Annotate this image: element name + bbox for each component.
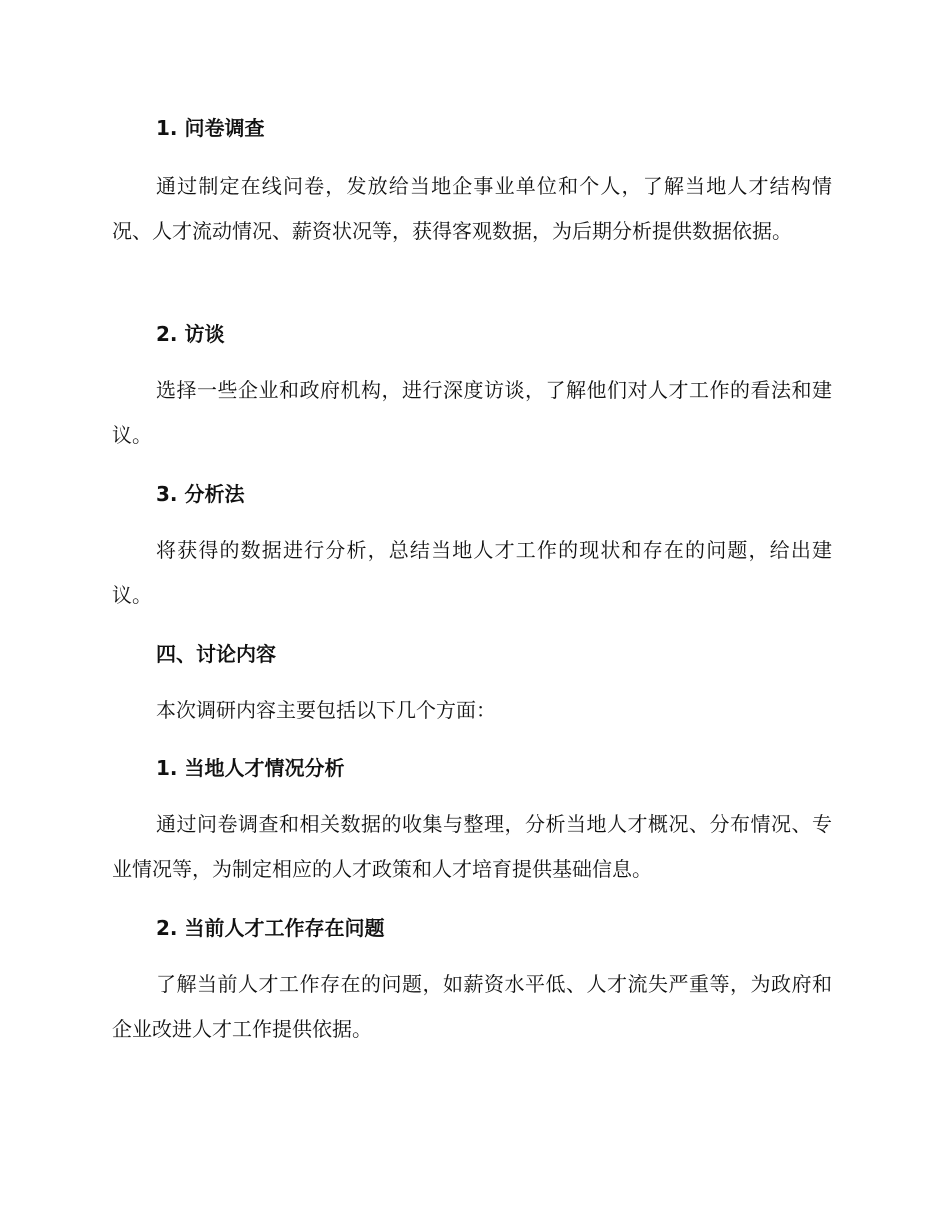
heading-analysis-method: 3. 分析法	[156, 482, 245, 506]
paragraph-current-problems: 了解当前人才工作存在的问题，如薪资水平低、人才流失严重等，为政府和企业改进人才工作提供依据。	[112, 972, 832, 1041]
paragraph-discussion-intro: 本次调研内容主要包括以下几个方面：	[156, 698, 496, 722]
heading-questionnaire: 1. 问卷调查	[156, 116, 265, 140]
heading-discussion-content: 四、讨论内容	[156, 642, 276, 666]
heading-current-problems: 2. 当前人才工作存在问题	[156, 916, 385, 940]
paragraph-questionnaire: 通过制定在线问卷，发放给当地企事业单位和个人，了解当地人才结构情况、人才流动情况、薪资状况等，获得客观数据，为后期分析提供数据依据。	[112, 174, 832, 243]
paragraph-analysis-method: 将获得的数据进行分析，总结当地人才工作的现状和存在的问题，给出建议。	[112, 538, 832, 607]
paragraph-interview: 选择一些企业和政府机构，进行深度访谈，了解他们对人才工作的看法和建议。	[112, 378, 832, 447]
heading-interview: 2. 访谈	[156, 322, 225, 346]
heading-local-talent-analysis: 1. 当地人才情况分析	[156, 756, 345, 780]
paragraph-local-talent-analysis: 通过问卷调查和相关数据的收集与整理，分析当地人才概况、分布情况、专业情况等，为制定相应的人才政策和人才培育提供基础信息。	[112, 812, 832, 881]
